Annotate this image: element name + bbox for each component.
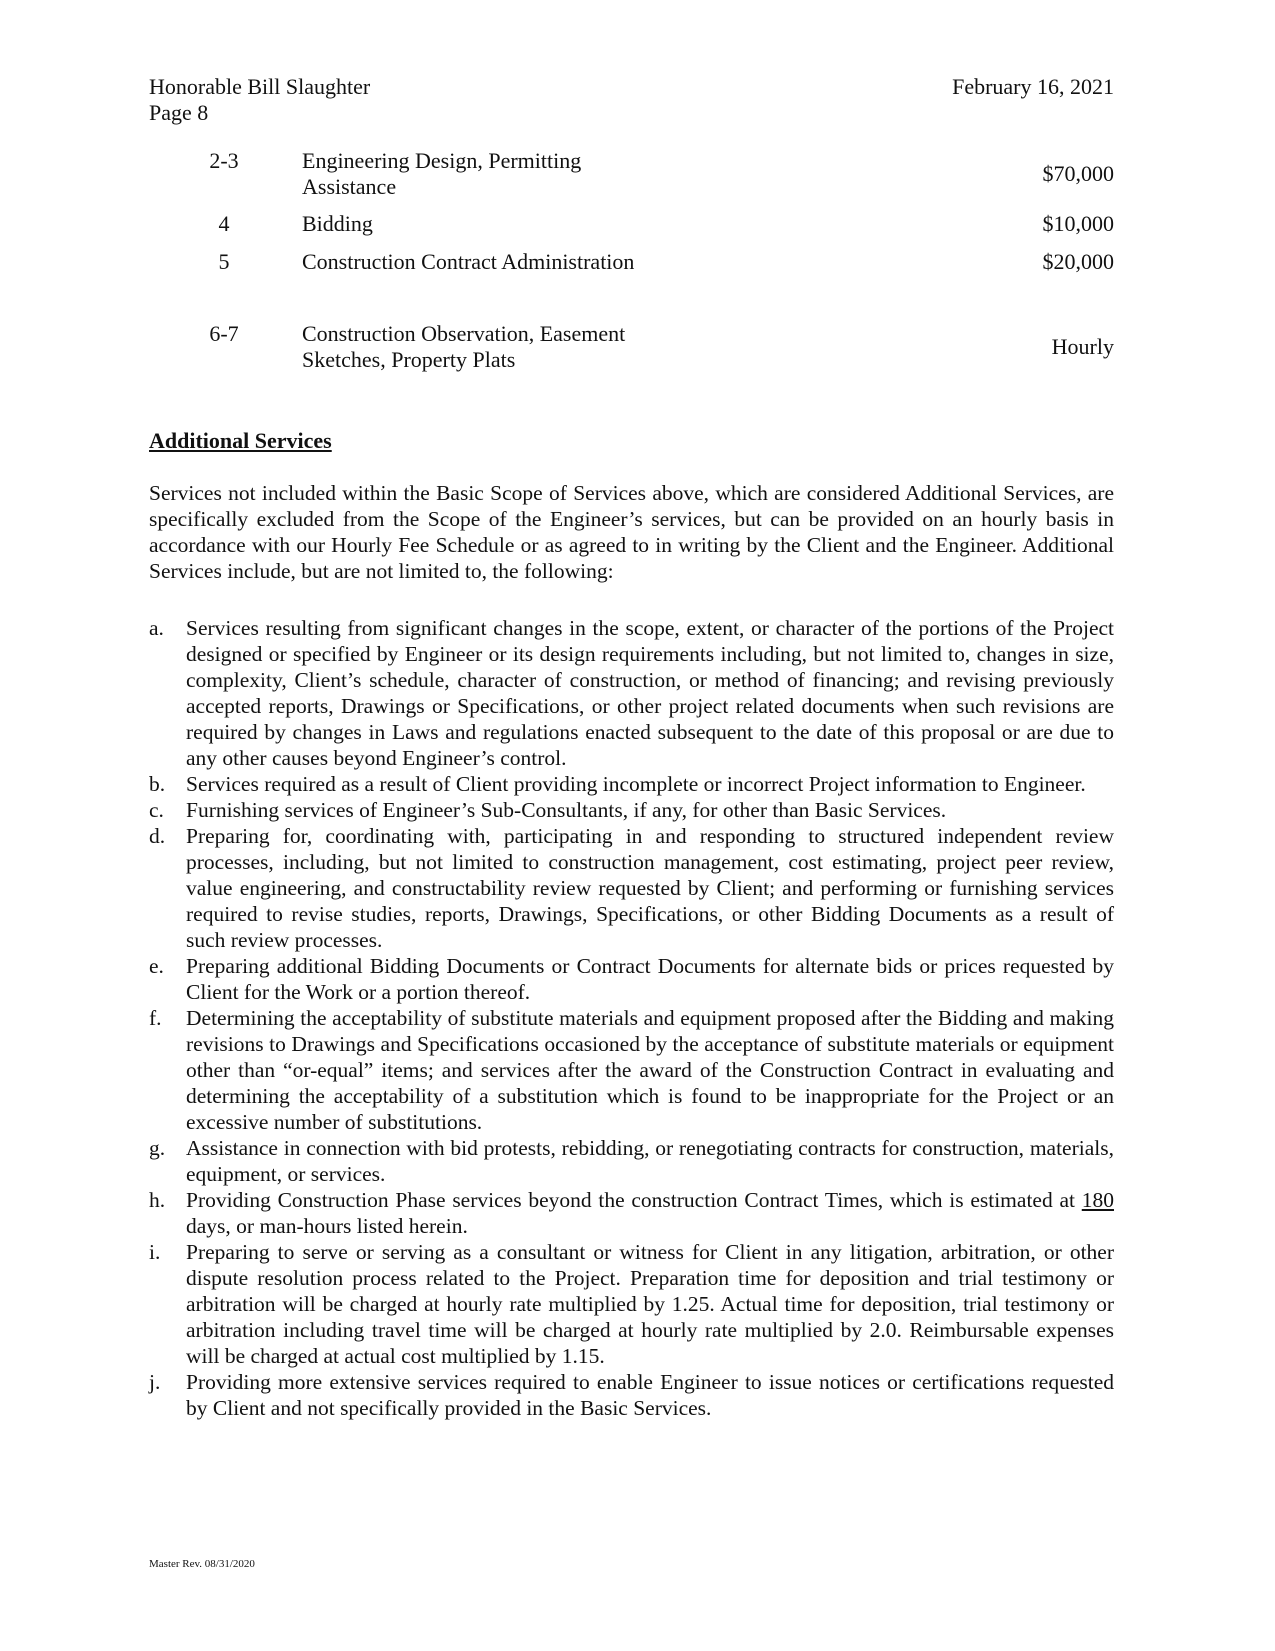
- page-number: Page 8: [149, 100, 209, 125]
- recipient-name: Honorable Bill Slaughter: [149, 74, 371, 99]
- fee-task-number: 6-7: [209, 321, 239, 346]
- fee-row: [149, 249, 1114, 275]
- list-item: [149, 615, 1114, 771]
- fee-description: [302, 148, 862, 200]
- list-item-text: Services resulting from significant changes in the scope, extent, or character of the portions of the Project designed or specified by Engineer or its design requirements including, but not limited to, changes in size, complexity, Client’s schedule, character of construction, or method of financing; and revising previously accepted reports, Drawings or Specifications, or other project related documents when such revisions are required by changes in Laws and regulations enacted subsequent to the date of this proposal or are due to any other causes beyond Engineer’s control.: [186, 616, 1114, 770]
- list-item: [149, 771, 1114, 797]
- list-item: [149, 1187, 1114, 1239]
- list-item: [149, 1369, 1114, 1421]
- fee-description-line: Engineering Design, Permitting: [302, 148, 582, 173]
- fee-description: [302, 321, 862, 373]
- list-item-text: Providing more extensive services required to enable Engineer to issue notices or certifications requested by Client and not specifically provided in the Basic Services.: [186, 1370, 1114, 1420]
- list-item-text: Preparing additional Bidding Documents or Contract Documents for alternate bids or prices requested by Client for the Work or a portion thereof.: [186, 954, 1114, 1004]
- letter-date: February 16, 2021: [952, 74, 1114, 99]
- fee-description: Construction Contract Administration: [302, 249, 635, 274]
- section-title: Additional Services: [149, 428, 332, 453]
- fee-description: Bidding: [302, 211, 373, 236]
- list-item: [149, 1239, 1114, 1369]
- list-item-text: Furnishing services of Engineer’s Sub-Consultants, if any, for other than Basic Services.: [186, 798, 947, 822]
- list-marker: b.: [149, 772, 166, 796]
- list-item-text: Preparing for, coordinating with, participating in and responding to structured independent review processes, including, but not limited to construction management, cost estimating, project peer review, value engineering, and constructability review requested by Client; and performing or furnishing services required to revise studies, reports, Drawings, Specifications, or other Bidding Documents as a result of such review processes.: [186, 824, 1114, 952]
- list-marker: e.: [149, 954, 164, 978]
- list-marker: f.: [149, 1006, 162, 1030]
- fee-task-number: 4: [218, 211, 230, 236]
- fee-description-line: Assistance: [302, 174, 397, 199]
- list-marker: h.: [149, 1188, 166, 1212]
- list-item-text: Assistance in connection with bid protests, rebidding, or renegotiating contracts for construction, materials, equipment, or services.: [186, 1136, 1114, 1186]
- fee-task-number: 2-3: [209, 148, 239, 173]
- fee-amount: $70,000: [1042, 161, 1114, 186]
- footer-revision: Master Rev. 08/31/2020: [149, 1558, 255, 1570]
- list-item: [149, 953, 1114, 1005]
- fee-description-line: Sketches, Property Plats: [302, 347, 516, 372]
- list-marker: g.: [149, 1136, 166, 1160]
- list-item-text: Determining the acceptability of substitute materials and equipment proposed after the Bidding and making revisions to Drawings and Specifications occasioned by the acceptance of substitute materials or equipment other than “or-equal” items; and services after the award of the Construction Contract in evaluating and determining the acceptability of a substitution which is found to be inappropriate for the Project or an excessive number of substitutions.: [186, 1006, 1114, 1134]
- fee-amount: $10,000: [1042, 211, 1114, 236]
- fee-amount: $20,000: [1042, 249, 1114, 274]
- list-marker: d.: [149, 824, 166, 848]
- fee-row: [149, 148, 1114, 200]
- list-item-text: [186, 1188, 1114, 1238]
- fee-amount: Hourly: [1051, 334, 1114, 359]
- contract-days-value: 180: [1081, 1188, 1114, 1212]
- intro-paragraph: Services not included within the Basic Scope of Services above, which are considered Additional Services, are specifically excluded from the Scope of the Engineer’s services, but can be provided on an hourly basis in accordance with our Hourly Fee Schedule or as agreed to in writing by the Client and the Engineer. Additional Services include, but are not limited to, the following:: [149, 481, 1114, 583]
- list-item-text: Preparing to serve or serving as a consultant or witness for Client in any litigation, arbitration, or other dispute resolution process related to the Project. Preparation time for deposition and trial testimony or arbitration will be charged at hourly rate multiplied by 1.25. Actual time for deposition, trial testimony or arbitration including travel time will be charged at hourly rate multiplied by 2.0. Reimbursable expenses will be charged at actual cost multiplied by 1.15.: [186, 1240, 1114, 1368]
- list-item-text-part: days, or man-hours listed herein.: [186, 1214, 468, 1238]
- letter-header-left: [149, 74, 370, 126]
- additional-services-list: [149, 615, 1114, 1421]
- fee-row: [149, 321, 1114, 373]
- list-item-text: Services required as a result of Client providing incomplete or incorrect Project information to Engineer.: [186, 772, 1086, 796]
- fee-row: [149, 211, 1114, 237]
- fee-task-number: 5: [218, 249, 230, 274]
- list-marker: a.: [149, 616, 164, 640]
- fee-description-line: Construction Observation, Easement: [302, 321, 626, 346]
- list-item-text-part: Providing Construction Phase services beyond the construction Contract Times, which is estimated at: [186, 1188, 1082, 1212]
- list-item: [149, 797, 1114, 823]
- list-item: [149, 1135, 1114, 1187]
- list-item: [149, 823, 1114, 953]
- list-marker: c.: [149, 798, 164, 822]
- list-item: [149, 1005, 1114, 1135]
- list-marker: i.: [149, 1240, 161, 1264]
- list-marker: j.: [149, 1370, 161, 1394]
